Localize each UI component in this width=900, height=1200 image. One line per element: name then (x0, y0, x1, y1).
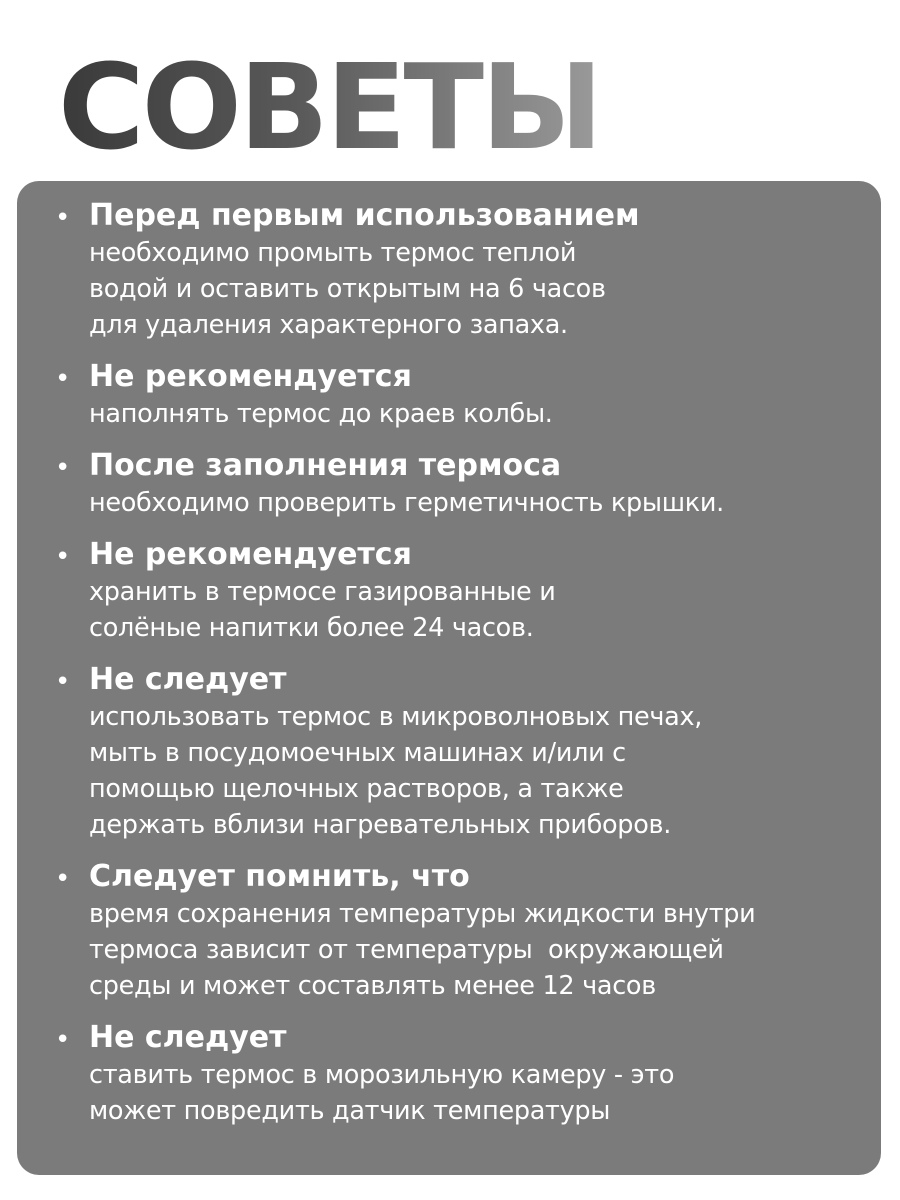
tip-heading: Не следует (89, 1020, 287, 1055)
tip-item (55, 661, 861, 843)
tip-heading: Не следует (89, 662, 287, 697)
bullet-icon: • (55, 667, 71, 697)
tip-heading: После заполнения термоса (89, 448, 562, 483)
tip-body: время сохранения температуры жидкости внутри термоса зависит от температуры окружающей среды и может составлять менее 12 часов (89, 899, 756, 1001)
tip-heading: Следует помнить, что (89, 859, 470, 894)
bullet-icon: • (55, 864, 71, 894)
page-title: СОВЕТЫ (58, 38, 601, 176)
tip-item (55, 447, 861, 521)
bullet-icon: • (55, 453, 71, 483)
tips-panel (17, 181, 881, 1175)
tip-body: ставить термос в морозильную камеру - это может повредить датчик температуры (89, 1060, 675, 1126)
bullet-icon: • (55, 203, 71, 233)
tip-item (55, 858, 861, 1004)
tip-body: использовать термос в микроволновых печах, мыть в посудомоечных машинах и/или с помощью щелочных растворов, а также держать вблизи нагревательных приборов. (89, 702, 703, 840)
tip-item (55, 358, 861, 432)
bullet-icon: • (55, 542, 71, 572)
tip-body: наполнять термос до краев колбы. (89, 399, 553, 429)
tip-body: необходимо промыть термос теплой водой и оставить открытым на 6 часов для удаления характерного запаха. (89, 238, 606, 340)
tip-body: хранить в термосе газированные и солёные напитки более 24 часов. (89, 577, 556, 643)
tip-item (55, 197, 861, 343)
bullet-icon: • (55, 364, 71, 394)
tip-heading: Не рекомендуется (89, 359, 412, 394)
tip-heading: Перед первым использованием (89, 198, 640, 233)
tip-item (55, 1019, 861, 1129)
tip-heading: Не рекомендуется (89, 537, 412, 572)
tip-body: необходимо проверить герметичность крышки. (89, 488, 724, 518)
bullet-icon: • (55, 1025, 71, 1055)
tip-item (55, 536, 861, 646)
